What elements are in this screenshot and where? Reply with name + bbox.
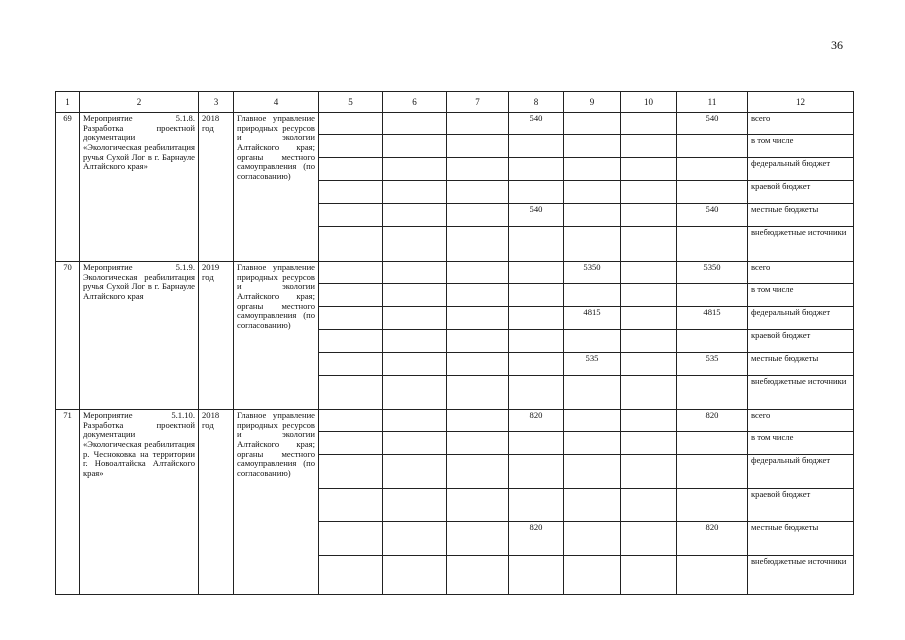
value-cell	[509, 353, 564, 376]
column-header: 11	[677, 92, 748, 113]
value-cell	[677, 556, 748, 595]
value-cell	[447, 284, 509, 307]
value-cell	[564, 489, 621, 522]
value-cell: 820	[677, 522, 748, 556]
value-cell	[319, 489, 383, 522]
funding-source-label: внебюджетные источники	[748, 227, 854, 262]
value-cell	[447, 204, 509, 227]
value-cell	[621, 376, 677, 410]
column-header: 1	[56, 92, 80, 113]
value-cell	[564, 204, 621, 227]
row-number: 69	[56, 113, 80, 262]
table-row	[56, 410, 854, 432]
value-cell	[564, 455, 621, 489]
value-cell: 540	[677, 113, 748, 135]
column-header: 5	[319, 92, 383, 113]
value-cell	[509, 455, 564, 489]
value-cell	[447, 522, 509, 556]
value-cell: 540	[509, 204, 564, 227]
column-header: 9	[564, 92, 621, 113]
value-cell	[564, 410, 621, 432]
value-cell	[383, 262, 447, 284]
value-cell	[319, 376, 383, 410]
column-header: 12	[748, 92, 854, 113]
value-cell	[564, 158, 621, 181]
value-cell	[319, 135, 383, 158]
value-cell	[319, 307, 383, 330]
value-cell	[383, 181, 447, 204]
value-cell	[447, 113, 509, 135]
column-header: 10	[621, 92, 677, 113]
value-cell	[509, 330, 564, 353]
value-cell	[383, 489, 447, 522]
value-cell	[621, 113, 677, 135]
value-cell	[621, 489, 677, 522]
value-cell	[564, 330, 621, 353]
measure-year: 2019 год	[199, 262, 234, 410]
funding-source-label: местные бюджеты	[748, 522, 854, 556]
value-cell	[564, 556, 621, 595]
value-cell	[383, 227, 447, 262]
value-cell	[447, 227, 509, 262]
value-cell	[383, 113, 447, 135]
value-cell	[319, 113, 383, 135]
value-cell	[564, 522, 621, 556]
value-cell	[509, 376, 564, 410]
value-cell	[564, 135, 621, 158]
table-row	[56, 262, 854, 284]
value-cell	[319, 284, 383, 307]
value-cell	[383, 556, 447, 595]
value-cell	[564, 227, 621, 262]
measure-name: Мероприятие 5.1.8. Разработка проектной документации «Экологическая реабилитация ручья Сухой Лог в г. Барнауле Алтайского края»	[80, 113, 199, 262]
value-cell	[509, 284, 564, 307]
value-cell	[509, 307, 564, 330]
funding-source-label: в том числе	[748, 432, 854, 455]
value-cell	[621, 307, 677, 330]
column-header: 6	[383, 92, 447, 113]
value-cell	[447, 455, 509, 489]
funding-source-label: краевой бюджет	[748, 181, 854, 204]
table-row	[56, 113, 854, 135]
value-cell	[621, 262, 677, 284]
funding-source-label: федеральный бюджет	[748, 455, 854, 489]
value-cell	[447, 330, 509, 353]
value-cell	[621, 410, 677, 432]
funding-source-label: федеральный бюджет	[748, 158, 854, 181]
value-cell	[383, 204, 447, 227]
value-cell	[447, 158, 509, 181]
funding-source-label: всего	[748, 410, 854, 432]
value-cell	[509, 181, 564, 204]
value-cell	[319, 204, 383, 227]
value-cell	[677, 455, 748, 489]
value-cell	[383, 410, 447, 432]
value-cell	[447, 410, 509, 432]
value-cell	[447, 353, 509, 376]
value-cell	[677, 181, 748, 204]
column-header: 3	[199, 92, 234, 113]
value-cell	[621, 353, 677, 376]
value-cell	[447, 556, 509, 595]
row-number: 71	[56, 410, 80, 595]
value-cell	[319, 455, 383, 489]
value-cell	[564, 376, 621, 410]
value-cell: 5350	[564, 262, 621, 284]
value-cell: 540	[509, 113, 564, 135]
column-header: 4	[234, 92, 319, 113]
value-cell	[447, 489, 509, 522]
funding-source-label: федеральный бюджет	[748, 307, 854, 330]
value-cell	[383, 455, 447, 489]
value-cell	[677, 330, 748, 353]
value-cell	[677, 135, 748, 158]
column-header: 7	[447, 92, 509, 113]
value-cell: 535	[677, 353, 748, 376]
funding-source-label: краевой бюджет	[748, 489, 854, 522]
page-number: 36	[831, 38, 843, 52]
value-cell: 4815	[564, 307, 621, 330]
value-cell	[383, 330, 447, 353]
value-cell	[319, 410, 383, 432]
value-cell	[509, 158, 564, 181]
value-cell	[621, 204, 677, 227]
value-cell	[509, 227, 564, 262]
measure-executor: Главное управление природных ресурсов и экологии Алтайского края; органы местного самоуправления (по согласованию)	[234, 113, 319, 262]
value-cell	[319, 432, 383, 455]
measure-name: Мероприятие 5.1.9. Экологическая реабилитация ручья Сухой Лог в г. Барнауле Алтайского края	[80, 262, 199, 410]
value-cell	[564, 432, 621, 455]
value-cell	[509, 489, 564, 522]
value-cell	[383, 432, 447, 455]
value-cell	[447, 262, 509, 284]
value-cell	[677, 227, 748, 262]
funding-source-label: всего	[748, 113, 854, 135]
measure-executor: Главное управление природных ресурсов и экологии Алтайского края; органы местного самоуправления (по согласованию)	[234, 410, 319, 595]
value-cell	[677, 489, 748, 522]
value-cell	[383, 353, 447, 376]
measure-name: Мероприятие 5.1.10. Разработка проектной документации «Экологическая реабилитация р. Чесноковка на территории г. Новоалтайска Алтайского края»	[80, 410, 199, 595]
value-cell	[319, 227, 383, 262]
value-cell: 820	[509, 522, 564, 556]
value-cell	[383, 284, 447, 307]
value-cell	[383, 158, 447, 181]
value-cell	[621, 181, 677, 204]
value-cell	[621, 522, 677, 556]
value-cell	[319, 181, 383, 204]
funding-source-label: внебюджетные источники	[748, 376, 854, 410]
funding-source-label: всего	[748, 262, 854, 284]
value-cell: 4815	[677, 307, 748, 330]
value-cell: 5350	[677, 262, 748, 284]
value-cell	[383, 522, 447, 556]
value-cell	[509, 432, 564, 455]
value-cell	[447, 307, 509, 330]
value-cell	[447, 432, 509, 455]
value-cell	[677, 158, 748, 181]
row-number: 70	[56, 262, 80, 410]
value-cell	[509, 556, 564, 595]
measures-table	[55, 91, 854, 595]
value-cell	[319, 330, 383, 353]
table-header-row	[56, 92, 854, 113]
value-cell	[383, 135, 447, 158]
measure-year: 2018 год	[199, 113, 234, 262]
measure-year: 2018 год	[199, 410, 234, 595]
funding-source-label: в том числе	[748, 135, 854, 158]
value-cell	[509, 262, 564, 284]
value-cell	[319, 522, 383, 556]
funding-source-label: внебюджетные источники	[748, 556, 854, 595]
value-cell	[677, 284, 748, 307]
value-cell	[621, 158, 677, 181]
measure-executor: Главное управление природных ресурсов и экологии Алтайского края; органы местного самоуправления (по согласованию)	[234, 262, 319, 410]
value-cell	[564, 284, 621, 307]
value-cell	[621, 556, 677, 595]
funding-source-label: местные бюджеты	[748, 204, 854, 227]
value-cell: 820	[677, 410, 748, 432]
value-cell	[621, 432, 677, 455]
value-cell	[621, 135, 677, 158]
value-cell	[621, 455, 677, 489]
funding-source-label: в том числе	[748, 284, 854, 307]
funding-source-label: краевой бюджет	[748, 330, 854, 353]
value-cell	[677, 432, 748, 455]
funding-source-label: местные бюджеты	[748, 353, 854, 376]
value-cell	[319, 158, 383, 181]
value-cell	[319, 353, 383, 376]
value-cell	[383, 307, 447, 330]
value-cell	[319, 556, 383, 595]
value-cell: 535	[564, 353, 621, 376]
value-cell	[447, 181, 509, 204]
value-cell	[447, 135, 509, 158]
value-cell	[621, 284, 677, 307]
value-cell	[447, 376, 509, 410]
value-cell	[621, 330, 677, 353]
value-cell	[319, 262, 383, 284]
value-cell: 540	[677, 204, 748, 227]
value-cell	[383, 376, 447, 410]
value-cell	[621, 227, 677, 262]
value-cell: 820	[509, 410, 564, 432]
value-cell	[564, 113, 621, 135]
value-cell	[509, 135, 564, 158]
value-cell	[677, 376, 748, 410]
value-cell	[564, 181, 621, 204]
column-header: 8	[509, 92, 564, 113]
column-header: 2	[80, 92, 199, 113]
